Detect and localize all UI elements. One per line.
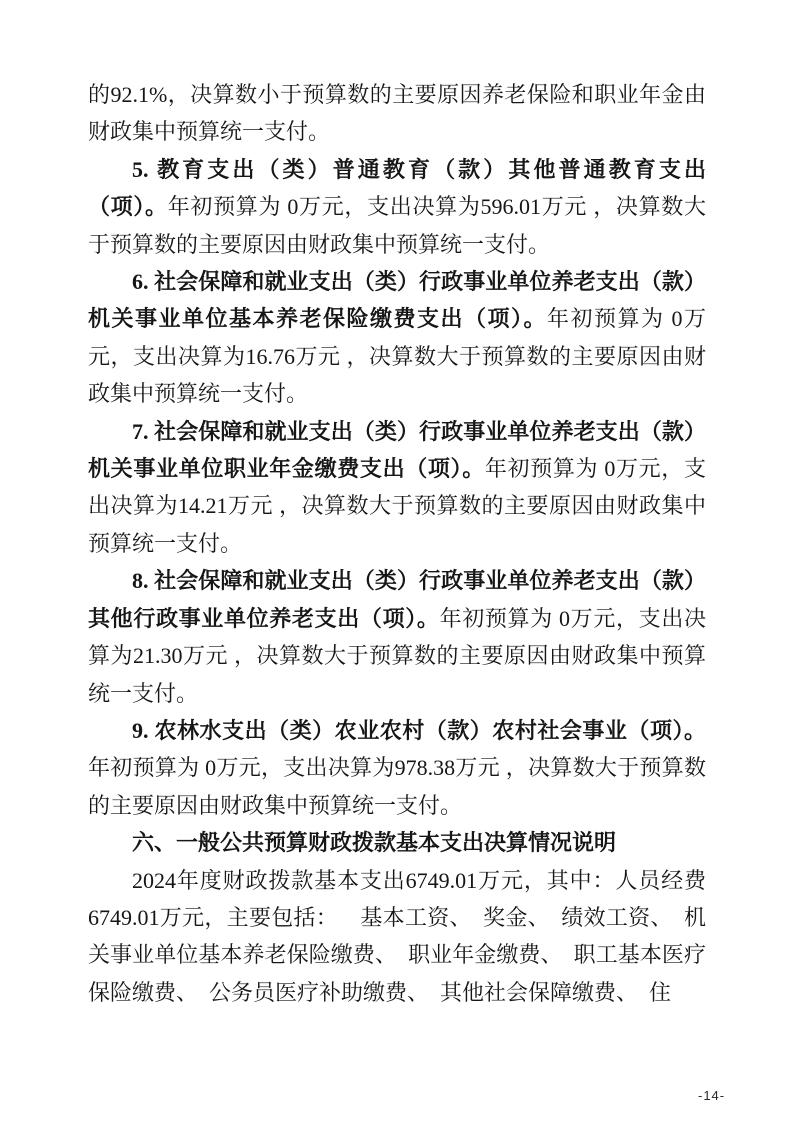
bold-text-segment: 9. 农林水支出（类）农业农村（款）农村社会事业（项）。 [132, 717, 706, 743]
bold-text-segment: 7. 社会保障和就业支出（类）行政事业单位养老支出（款）机关事业单位职业年金缴费支出（项）。 [88, 418, 706, 482]
document-content [88, 76, 706, 1011]
paragraph [88, 151, 706, 263]
bold-text-segment: 六、一般公共预算财政拨款基本支出决算情况说明 [132, 830, 617, 856]
text-segment: 2024年度财政拨款基本支出6749.01万元，其中：人员经费6749.01万元，主要包括： 基本工资、 奖金、 绩效工资、 机关事业单位基本养老保险缴费、 职业年金缴费、 职工基本医疗保险缴费、 公务员医疗补助缴费、 其他社会保障缴费、 住 [88, 867, 706, 1005]
bold-text-segment: 6. 社会保障和就业支出（类）行政事业单位养老支出（款）机关事业单位基本养老保险缴费支出（项）。 [88, 269, 706, 332]
paragraph [88, 263, 706, 413]
paragraph [88, 76, 706, 151]
section-heading [88, 824, 706, 861]
text-segment: 年初预算为 0万元，支出决算为16.76万元 ，决算数大于预算数的主要原因由财政集中预算统一支付。 [88, 306, 706, 407]
paragraph [88, 562, 706, 712]
text-segment: 的92.1%，决算数小于预算数的主要原因养老保险和职业年金由财政集中预算统一支付。 [88, 82, 706, 145]
paragraph [88, 712, 706, 824]
text-segment: 年初预算为 0万元，支出决算为21.30万元 ，决算数大于预算数的主要原因由财政集中预算统一支付。 [88, 605, 706, 706]
paragraph [88, 862, 706, 1012]
text-segment: 年初预算为 0万元，支出决算为596.01万元 ，决算数大于预算数的主要原因由财政集中预算统一支付。 [88, 194, 706, 257]
text-segment: 年初预算为 0万元，支出决算为14.21万元 ，决算数大于预算数的主要原因由财政集中预算统一支付。 [88, 456, 706, 556]
bold-text-segment: 5. 教育支出（类）普通教育（款）其他普通教育支出（项）。 [88, 156, 706, 220]
paragraph [88, 413, 706, 563]
page-number: -14- [698, 1088, 726, 1103]
text-segment: 年初预算为 0万元，支出决算为978.38万元 ，决算数大于预算数的主要原因由财政集中预算统一支付。 [88, 755, 706, 818]
bold-text-segment: 8. 社会保障和就业支出（类）行政事业单位养老支出（款）其他行政事业单位养老支出（项）。 [88, 568, 706, 631]
